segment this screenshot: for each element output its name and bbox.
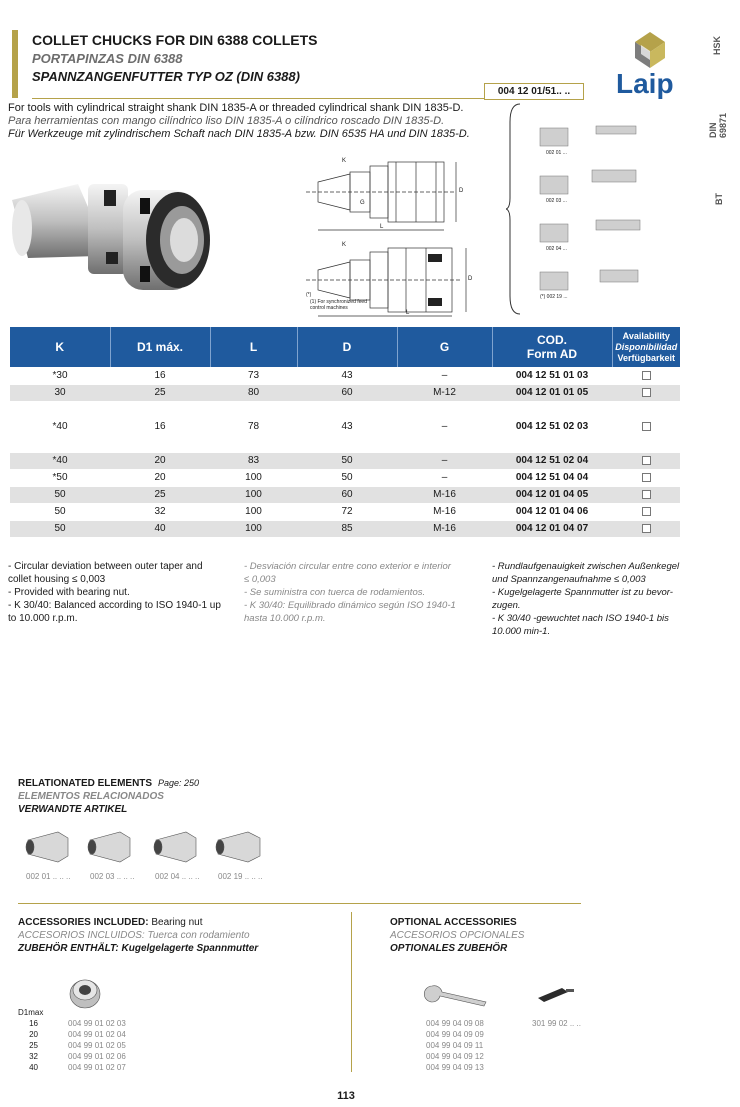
col-header-l: L [210, 327, 297, 367]
accessories-included-en [18, 917, 203, 928]
col-header-d: D [297, 327, 397, 367]
drawing-label-l: L [380, 224, 384, 230]
cell-d1: 25 [110, 486, 210, 503]
bearing-nut-image [68, 974, 102, 1010]
cell-k: 50 [10, 503, 110, 520]
wrench-code[interactable]: 004 99 04 09 08 [426, 1019, 484, 1028]
cell-k: 50 [10, 486, 110, 503]
d1-value: 16 [29, 1019, 38, 1028]
cell-availability [612, 418, 680, 435]
cell-g: M-12 [397, 384, 492, 401]
description-english: For tools with cylindrical straight shank DIN 1835-A or threaded cylindrical shank DIN 1835-D. [8, 102, 464, 114]
bracket-icon [506, 102, 522, 316]
optional-accessories-en: OPTIONAL ACCESSORIES [390, 917, 517, 928]
note-line: - K 30/40: Equilibrado dinámico según ISO 1940-1 [244, 600, 456, 611]
collet-label-1: 002 01 ... [546, 150, 567, 156]
related-items [24, 826, 274, 870]
cell-l: 100 [210, 486, 297, 503]
table-row [10, 469, 680, 486]
cell-l: 100 [210, 503, 297, 520]
col-header-g: G [397, 327, 492, 367]
cell-code: 004 12 01 04 05 [492, 486, 612, 503]
cell-availability [612, 486, 680, 503]
drawing-label-d-2: D [468, 276, 473, 282]
brand-name: Laip [616, 68, 674, 99]
cell-k [10, 401, 110, 418]
cell-availability [612, 503, 680, 520]
note-line: und Spannzangenaufnahme ≤ 0,003 [492, 574, 646, 585]
note-line: - Kugelgelagerte Spannmutter ist zu bevor- [492, 587, 673, 598]
note-line: - K 30/40 -gewuchtet nach ISO 1940-1 bis [492, 613, 669, 624]
drawing-label-g: G [360, 200, 365, 206]
cell-g: – [397, 469, 492, 486]
cell-availability [612, 435, 680, 452]
col-header-code-line2: Form AD [526, 347, 578, 361]
note-line: - Rundlaufgenauigkeit zwischen Außenkegel [492, 561, 680, 572]
table-row [10, 418, 680, 435]
side-tab-bt: BT [714, 193, 724, 205]
table-row [10, 384, 680, 401]
header-accent-bar [12, 30, 18, 98]
collet-chuck-image [8, 170, 218, 300]
availability-checkbox[interactable] [642, 524, 651, 533]
d1-value: 32 [29, 1052, 38, 1061]
side-tab-din: DIN 69871 [708, 112, 728, 138]
cell-k: *40 [10, 452, 110, 469]
cell-d: 60 [297, 486, 397, 503]
cell-code: 004 12 51 02 03 [492, 418, 612, 435]
product-table [10, 327, 680, 538]
cell-code: 004 12 01 04 07 [492, 520, 612, 537]
cell-l: 83 [210, 452, 297, 469]
bearing-nut-icon [68, 974, 102, 1010]
cell-k: 50 [10, 520, 110, 537]
collet-types-icon [536, 108, 648, 308]
availability-checkbox[interactable] [642, 422, 651, 431]
table-row [10, 520, 680, 537]
nut-code[interactable]: 004 99 01 02 05 [68, 1041, 126, 1050]
cell-code: 004 12 01 01 05 [492, 384, 612, 401]
collet-label-2: 002 03 ... [546, 198, 567, 204]
wrench-code[interactable]: 004 99 04 09 12 [426, 1052, 484, 1061]
drawing-note: (1) For synchronized feed control machines [310, 299, 367, 311]
title-german: SPANNZANGENFUTTER TYP OZ (DIN 6388) [32, 69, 300, 84]
collet-label-4: (*) 002 19 ... [540, 294, 568, 300]
collet-type-gallery [536, 108, 648, 308]
drawing-label-d: D [459, 188, 464, 194]
cell-d: 43 [297, 367, 397, 384]
pin-tool-icon [536, 984, 576, 1004]
cell-d: 50 [297, 452, 397, 469]
cell-g: M-16 [397, 486, 492, 503]
note-line: - Provided with bearing nut. [8, 587, 130, 598]
table-row [10, 486, 680, 503]
accessories-included-es: ACCESORIOS INCLUIDOS: Tuerca con rodamiento [18, 930, 250, 941]
acc-incl-value: Bearing nut [148, 917, 203, 928]
note-line: ≤ 0,003 [244, 574, 276, 585]
description-german: Für Werkzeuge mit zylindrischem Schaft nach DIN 1835-A bzw. DIN 6535 HA und DIN 1835-D. [8, 128, 470, 140]
availability-checkbox[interactable] [642, 456, 651, 465]
section-divider [18, 903, 581, 904]
cell-d1 [110, 435, 210, 452]
cell-code: 004 12 01 04 06 [492, 503, 612, 520]
dimension-drawing-icon [296, 152, 492, 322]
availability-checkbox[interactable] [642, 490, 651, 499]
notes-spanish [244, 560, 456, 625]
col-header-d1: D1 máx. [110, 327, 210, 367]
note-line: - Circular deviation between outer taper and [8, 561, 203, 572]
acc-incl-label: ACCESSORIES INCLUDED: [18, 917, 149, 928]
notes-english [8, 560, 221, 625]
cell-g: M-16 [397, 520, 492, 537]
cell-d1: 25 [110, 384, 210, 401]
cell-code: 004 12 51 04 04 [492, 469, 612, 486]
note-line: 10.000 min-1. [492, 626, 551, 637]
cell-l: 78 [210, 418, 297, 435]
wrench-code[interactable]: 004 99 04 09 11 [426, 1041, 484, 1050]
cell-l: 100 [210, 469, 297, 486]
cell-code [492, 435, 612, 452]
availability-en: Availability [622, 330, 670, 341]
nut-code[interactable]: 004 99 01 02 03 [68, 1019, 126, 1028]
cell-d1: 40 [110, 520, 210, 537]
cell-d1: 32 [110, 503, 210, 520]
table-spacer-row [10, 401, 680, 418]
reference-code: 004 12 01/51.. .. [484, 83, 584, 100]
notes-german [492, 560, 679, 638]
cell-d1 [110, 401, 210, 418]
description-spanish: Para herramientas con mango cilíndrico liso DIN 1835-A o cilíndrico roscado DIN 1835-D. [8, 115, 445, 127]
cell-k: *50 [10, 469, 110, 486]
note-line: collet housing ≤ 0,003 [8, 574, 106, 585]
pin-image [536, 984, 576, 1004]
cell-k: *30 [10, 367, 110, 384]
brand-logo [610, 28, 690, 104]
related-item-1[interactable]: 002 01 .. .. .. [26, 872, 71, 881]
cell-k: *40 [10, 418, 110, 435]
column-divider [351, 912, 352, 1072]
d1-value: 25 [29, 1041, 38, 1050]
cell-l: 100 [210, 520, 297, 537]
cell-d: 72 [297, 503, 397, 520]
cell-d1: 20 [110, 469, 210, 486]
wrench-code[interactable]: 004 99 04 09 13 [426, 1063, 484, 1072]
title-spanish: PORTAPINZAS DIN 6388 [32, 51, 183, 66]
d1-value: 40 [29, 1063, 38, 1072]
cell-l: 73 [210, 367, 297, 384]
cell-code: 004 12 51 02 04 [492, 452, 612, 469]
availability-es: Disponibilidad [615, 341, 678, 352]
related-item-4[interactable]: 002 19 .. .. .. [218, 872, 263, 881]
cell-code: 004 12 51 01 03 [492, 367, 612, 384]
hook-wrench-icon [422, 978, 492, 1012]
cell-d: 60 [297, 384, 397, 401]
optional-accessories-de: OPTIONALES ZUBEHÖR [390, 943, 508, 954]
page-number: 113 [337, 1090, 355, 1102]
cell-g: – [397, 418, 492, 435]
availability-de: Verfügbarkeit [617, 352, 676, 363]
related-title-es: ELEMENTOS RELACIONADOS [18, 791, 164, 802]
cell-g [397, 435, 492, 452]
drawing-label-k-2: K [342, 242, 347, 248]
cell-g [397, 401, 492, 418]
cell-d [297, 401, 397, 418]
technical-drawing [296, 152, 492, 322]
table-row [10, 452, 680, 469]
note-line: to 10.000 r.p.m. [8, 613, 78, 624]
cell-availability [612, 367, 680, 384]
related-page-ref[interactable]: Page: 250 [158, 778, 200, 788]
availability-checkbox[interactable] [642, 507, 651, 516]
optional-accessories-es: ACCESORIOS OPCIONALES [390, 930, 525, 941]
d1max-values [18, 1018, 38, 1073]
cell-k [10, 435, 110, 452]
cell-d1: 20 [110, 452, 210, 469]
col-header-code-line1: COD. [537, 333, 567, 347]
related-item-3[interactable]: 002 04 .. .. .. [155, 872, 200, 881]
cell-d1: 16 [110, 418, 210, 435]
related-collets-icon [24, 826, 274, 870]
col-header-code [492, 327, 612, 367]
product-photo [8, 170, 218, 300]
wrench-image [422, 978, 492, 1012]
table-row [10, 503, 680, 520]
nut-code[interactable]: 004 99 01 02 06 [68, 1052, 126, 1061]
cell-l [210, 401, 297, 418]
col-header-availability [612, 327, 680, 367]
cell-k: 30 [10, 384, 110, 401]
cell-g: M-16 [397, 503, 492, 520]
d1-value: 20 [29, 1030, 38, 1039]
cell-d: 50 [297, 469, 397, 486]
availability-checkbox[interactable] [642, 371, 651, 380]
drawing-label-k: K [342, 158, 347, 164]
nut-codes [68, 1018, 126, 1073]
title-english: COLLET CHUCKS FOR DIN 6388 COLLETS [32, 32, 318, 48]
cell-g: – [397, 367, 492, 384]
cell-d1: 16 [110, 367, 210, 384]
wrench-code[interactable]: 004 99 04 09 09 [426, 1030, 484, 1039]
cell-l [210, 435, 297, 452]
cell-availability [612, 469, 680, 486]
note-line: - Desviación circular entre cono exterior e interior [244, 561, 451, 572]
table-row [10, 367, 680, 384]
cell-availability [612, 401, 680, 418]
d1max-label: D1max [18, 1008, 44, 1017]
availability-checkbox[interactable] [642, 473, 651, 482]
col-header-k: K [10, 327, 110, 367]
table-spacer-row [10, 435, 680, 452]
nut-code[interactable]: 004 99 01 02 07 [68, 1063, 126, 1072]
collet-label-3: 002 04 ... [546, 246, 567, 252]
accessories-included-de: ZUBEHÖR ENTHÄLT: Kugelgelagerte Spannmutter [18, 943, 259, 954]
related-item-2[interactable]: 002 03 .. .. .. [90, 872, 135, 881]
wrench-codes [426, 1018, 484, 1073]
cell-code [492, 401, 612, 418]
cell-d: 85 [297, 520, 397, 537]
table-header-row [10, 327, 680, 367]
related-title-de: VERWANDTE ARTIKEL [18, 804, 128, 815]
cell-l: 80 [210, 384, 297, 401]
drawing-note-mark: (*) [306, 292, 312, 298]
cell-availability [612, 452, 680, 469]
cell-g: – [397, 452, 492, 469]
availability-checkbox[interactable] [642, 388, 651, 397]
note-line: hasta 10.000 r.p.m. [244, 613, 326, 624]
nut-code[interactable]: 004 99 01 02 04 [68, 1030, 126, 1039]
related-title-en: RELATIONATED ELEMENTS [18, 778, 153, 789]
note-line: zugen. [492, 600, 521, 611]
note-line: - K 30/40: Balanced according to ISO 1940-1 up [8, 600, 221, 611]
note-line: - Se suministra con tuerca de rodamientos. [244, 587, 426, 598]
drawing-label-l-2: L [406, 310, 410, 316]
pin-code[interactable]: 301 99 02 .. .. [532, 1019, 581, 1028]
cell-availability [612, 520, 680, 537]
side-tab-hsk: HSK [712, 35, 722, 55]
cell-d: 43 [297, 418, 397, 435]
cell-d [297, 435, 397, 452]
cell-availability [612, 384, 680, 401]
